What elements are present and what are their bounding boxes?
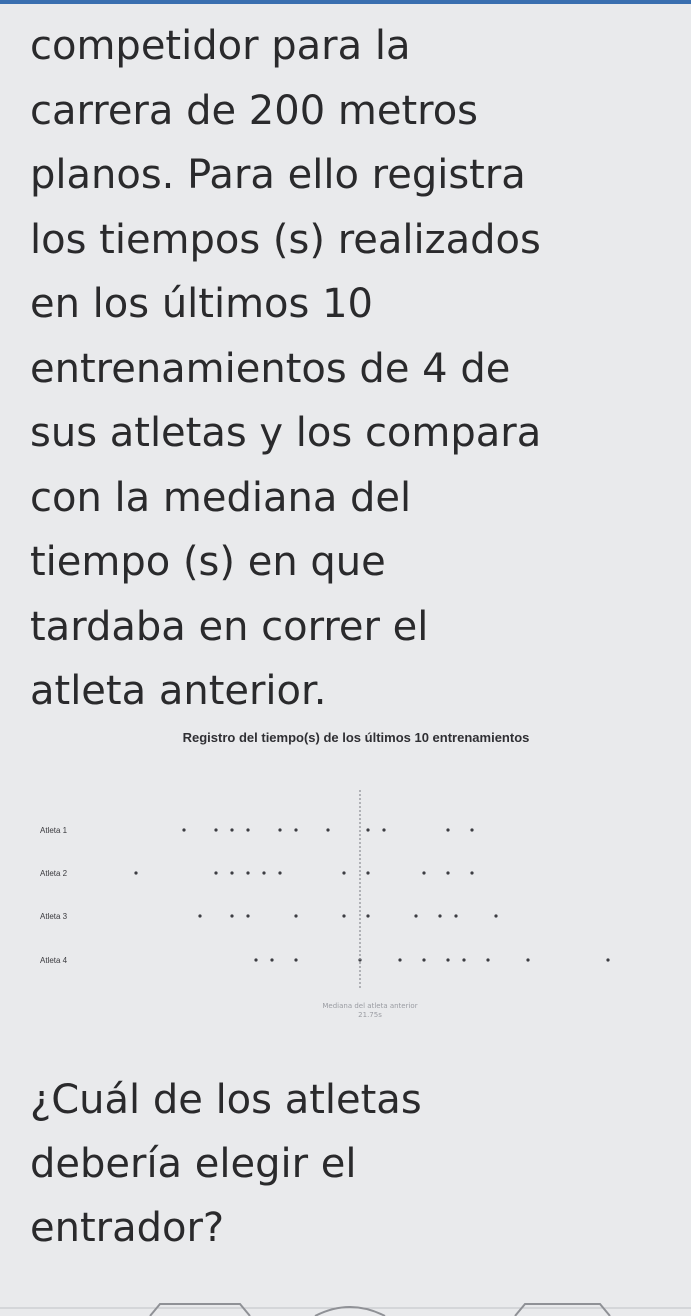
followup-line: debería elegir el xyxy=(30,1141,357,1187)
followup-line: entrador? xyxy=(30,1205,225,1251)
question-line: tiempo (s) en que xyxy=(30,539,386,585)
data-point xyxy=(446,958,449,961)
data-point xyxy=(422,958,425,961)
chart-title: Registro del tiempo(s) de los últimos 10 entrenamientos xyxy=(182,730,530,745)
data-point xyxy=(230,914,233,917)
data-point xyxy=(470,828,473,831)
data-point xyxy=(462,958,465,961)
data-point xyxy=(366,871,369,874)
data-point xyxy=(446,871,449,874)
question-line: con la mediana del xyxy=(30,474,412,521)
data-point xyxy=(606,958,609,961)
question-line: planos. Para ello registra xyxy=(30,152,526,198)
series-label: Atleta 2 xyxy=(40,869,68,878)
data-point xyxy=(470,871,473,874)
data-point xyxy=(494,914,497,917)
top-edge-line xyxy=(0,0,691,4)
followup-question xyxy=(30,1068,670,1260)
data-point xyxy=(294,828,297,831)
data-point xyxy=(230,828,233,831)
question-line: carrera de 200 metros xyxy=(30,87,479,134)
data-point xyxy=(278,871,281,874)
data-point xyxy=(294,958,297,961)
series-label: Atleta 3 xyxy=(40,912,68,921)
question-line: atleta anterior. xyxy=(30,668,327,714)
data-point xyxy=(342,871,345,874)
data-point xyxy=(382,828,385,831)
data-point xyxy=(214,828,217,831)
data-point xyxy=(182,828,185,831)
question-line: en los últimos 10 xyxy=(30,281,373,327)
data-point xyxy=(246,914,249,917)
data-point xyxy=(246,828,249,831)
data-point xyxy=(366,914,369,917)
followup-line: ¿Cuál de los atletas xyxy=(30,1077,422,1123)
data-point xyxy=(246,871,249,874)
data-point xyxy=(134,871,137,874)
data-point xyxy=(398,958,401,961)
median-label: Mediana del atleta anterior xyxy=(322,1002,418,1010)
data-point xyxy=(214,871,217,874)
median-value-label: 21.75s xyxy=(358,1011,382,1019)
data-point xyxy=(254,958,257,961)
data-point xyxy=(230,871,233,874)
data-point xyxy=(526,958,529,961)
question-line: sus atletas y los compara xyxy=(30,410,542,456)
data-point xyxy=(414,914,417,917)
data-point xyxy=(294,914,297,917)
data-point xyxy=(342,914,345,917)
data-point xyxy=(326,828,329,831)
data-point xyxy=(454,914,457,917)
data-point xyxy=(486,958,489,961)
data-point xyxy=(270,958,273,961)
cropped-shapes-decoration xyxy=(0,1286,691,1316)
data-point xyxy=(262,871,265,874)
data-point xyxy=(278,828,281,831)
series-label: Atleta 4 xyxy=(40,956,68,965)
dot-plot-chart xyxy=(0,718,691,1058)
question-line: los tiempos (s) realizados xyxy=(30,216,541,263)
data-point xyxy=(366,828,369,831)
data-point xyxy=(446,828,449,831)
question-line: entrenamientos de 4 de xyxy=(30,345,511,392)
question-text xyxy=(30,14,670,724)
data-point xyxy=(438,914,441,917)
question-line: tardaba en correr el xyxy=(30,603,429,650)
data-point xyxy=(422,871,425,874)
data-point xyxy=(198,914,201,917)
series-label: Atleta 1 xyxy=(40,826,68,835)
question-line: competidor para la xyxy=(30,23,411,69)
